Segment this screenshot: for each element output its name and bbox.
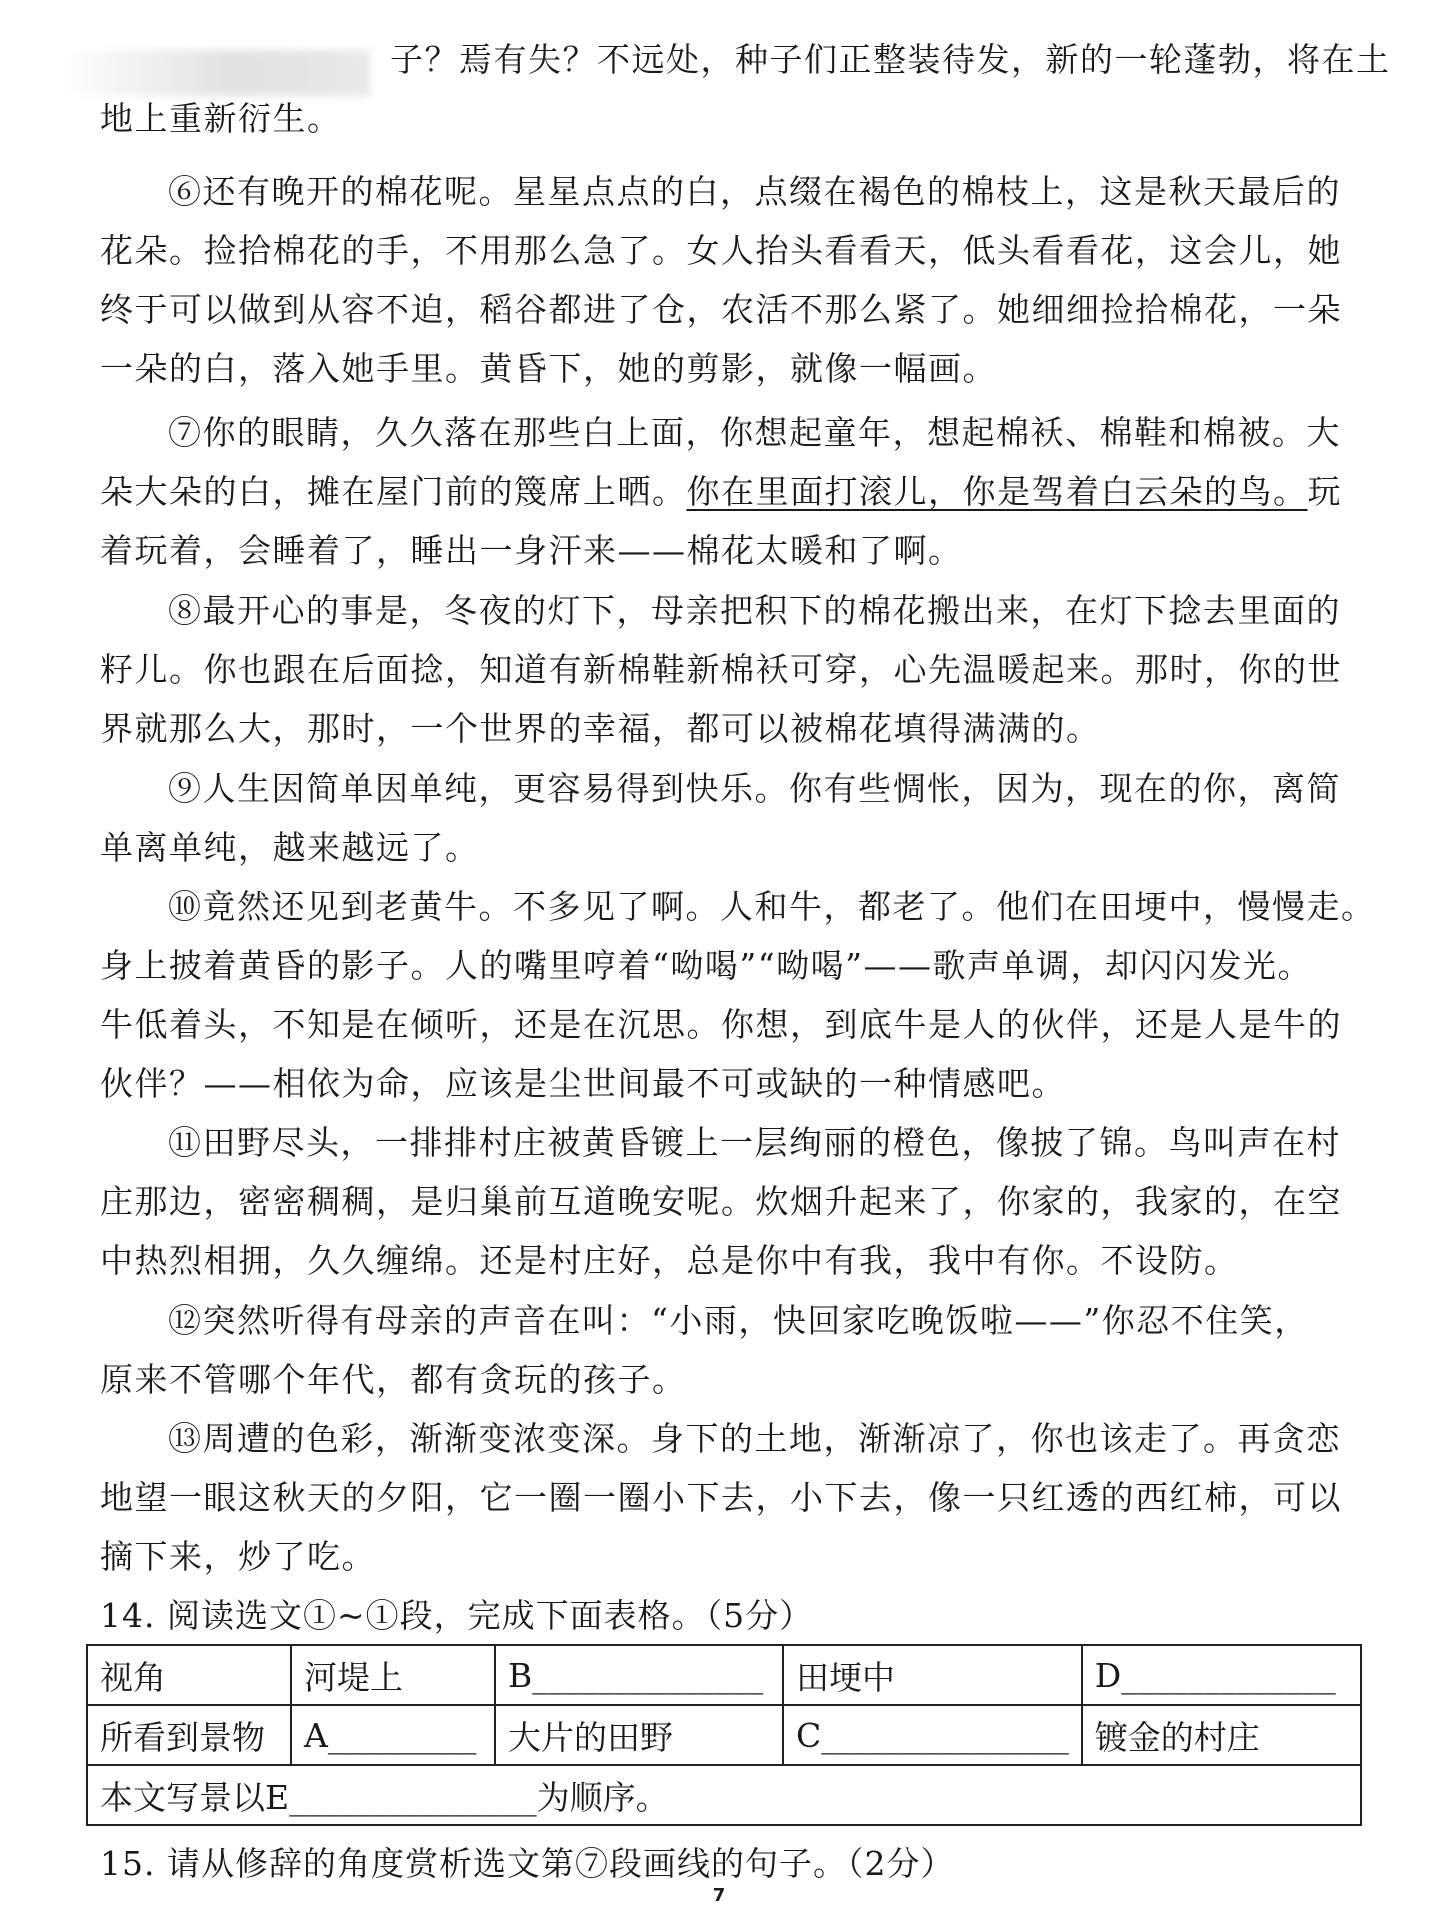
- text-line: 花朵。捡拾棉花的手，不用那么急了。女人抬头看看天，低头看看花，这会儿，她: [100, 231, 1342, 270]
- paragraph-5-tail: [100, 30, 1391, 148]
- text-line: 界就那么大，那时，一个世界的幸福，都可以被棉花填得满满的。: [100, 709, 1101, 748]
- text-line: 地上重新衍生。: [100, 99, 342, 138]
- text-line: ⑬周遭的色彩，渐渐变浓变深。身下的土地，渐渐凉了，你也该走了。再贪恋: [168, 1419, 1341, 1458]
- paragraph-7: [100, 403, 1350, 580]
- table-cell: 所看到景物: [87, 1705, 291, 1765]
- paragraph-11: [100, 1113, 1350, 1290]
- paragraph-8: [100, 581, 1350, 758]
- paragraph-10: [100, 877, 1376, 1113]
- table-cell: 视角: [87, 1645, 291, 1705]
- text-line: 身上披着黄昏的影子。人的嘴里哼着“呦喝”“呦喝”——歌声单调，却闪闪发光。: [100, 946, 1312, 985]
- text-line: 庄那边，密密稠稠，是归巢前互道晚安呢。炊烟升起来了，你家的，我家的，在空: [100, 1182, 1342, 1221]
- text-line: [100, 462, 1350, 521]
- paragraph-13: [100, 1409, 1350, 1586]
- text-line: 一朵的白，落入她手里。黄昏下，她的剪影，就像一幅画。: [100, 349, 997, 388]
- table-cell: 河堤上: [291, 1645, 495, 1705]
- text-line: ⑫突然听得有母亲的声音在叫：“小雨，快回家吃晚饭啦——”你忍不住笑，: [168, 1301, 1309, 1340]
- table-cell-blank-b: B______________: [495, 1645, 783, 1705]
- question-15: 15. 请从修辞的角度赏析选文第⑦段画线的句子。（2分）: [100, 1844, 955, 1883]
- table-cell: 大片的田野: [495, 1705, 783, 1765]
- table-cell: 田埂中: [783, 1645, 1082, 1705]
- text-line: 籽儿。你也跟在后面捻，知道有新棉鞋新棉袄可穿，心先温暖起来。那时，你的世: [100, 650, 1342, 689]
- page-number: 7: [712, 1885, 726, 1906]
- text-line: 中热烈相拥，久久缠绵。还是村庄好，总是你中有我，我中有你。不设防。: [100, 1241, 1239, 1280]
- text-line: 牛低着头，不知是在倾听，还是在沉思。你想，到底牛是人的伙伴，还是人是牛的: [100, 1005, 1342, 1044]
- paragraph-12: [100, 1291, 1350, 1409]
- answer-table: [86, 1644, 1362, 1826]
- text-line: 原来不管哪个年代，都有贪玩的孩子。: [100, 1360, 687, 1399]
- underlined-sentence: 你在里面打滚儿，你是驾着白云朵的鸟。: [686, 472, 1308, 511]
- paragraph-9: [100, 759, 1350, 877]
- table-cell-blank-e: 本文写景以E_______________为顺序。: [87, 1765, 1361, 1825]
- table-cell-blank-c: C_______________: [783, 1705, 1082, 1765]
- text-line: ⑧最开心的事是，冬夜的灯下，母亲把积下的棉花搬出来，在灯下捻去里面的: [168, 591, 1341, 630]
- text-line: 着玩着，会睡着了，睡出一身汗来——棉花太暖和了啊。: [100, 531, 963, 570]
- text-line: ⑨人生因简单因单纯，更容易得到快乐。你有些惆怅，因为，现在的你，离简: [168, 769, 1341, 808]
- table-cell-blank-a: A_________: [291, 1705, 495, 1765]
- table-cell-blank-d: D_____________: [1082, 1645, 1361, 1705]
- text-line: 子？焉有失？不远处，种子们正整装待发，新的一轮蓬勃，将在土: [390, 40, 1391, 79]
- text-line: 单离单纯，越来越远了。: [100, 828, 480, 867]
- table-cell: 镀金的村庄: [1082, 1705, 1361, 1765]
- paragraph-6: [100, 162, 1350, 398]
- text-segment: 朵大朵的白，摊在屋门前的篾席上晒。: [100, 472, 687, 511]
- text-line: ⑦你的眼睛，久久落在那些白上面，你想起童年，想起棉袄、棉鞋和棉被。大: [168, 413, 1341, 452]
- text-line: 终于可以做到从容不迫，稻谷都进了仓，农活不那么紧了。她细细捡拾棉花，一朵: [100, 290, 1342, 329]
- text-line: 地望一眼这秋天的夕阳，它一圈一圈小下去，小下去，像一只红透的西红柿，可以: [100, 1478, 1342, 1517]
- table-row: [87, 1705, 1361, 1765]
- text-line: ⑥还有晚开的棉花呢。星星点点的白，点缀在褐色的棉枝上，这是秋天最后的: [168, 172, 1341, 211]
- text-line: 伙伴？——相依为命，应该是尘世间最不可或缺的一种情感吧。: [100, 1064, 1066, 1103]
- table-row: [87, 1645, 1361, 1705]
- table-row: [87, 1765, 1361, 1825]
- text-line: ⑪田野尽头，一排排村庄被黄昏镀上一层绚丽的橙色，像披了锦。鸟叫声在村: [168, 1123, 1341, 1162]
- text-line: ⑩竟然还见到老黄牛。不多见了啊。人和牛，都老了。他们在田埂中，慢慢走。: [168, 887, 1376, 926]
- text-line: 摘下来，炒了吃。: [100, 1537, 376, 1576]
- text-segment: 玩: [1307, 472, 1342, 511]
- question-14: 14. 阅读选文①~①段，完成下面表格。（5分）: [100, 1596, 814, 1635]
